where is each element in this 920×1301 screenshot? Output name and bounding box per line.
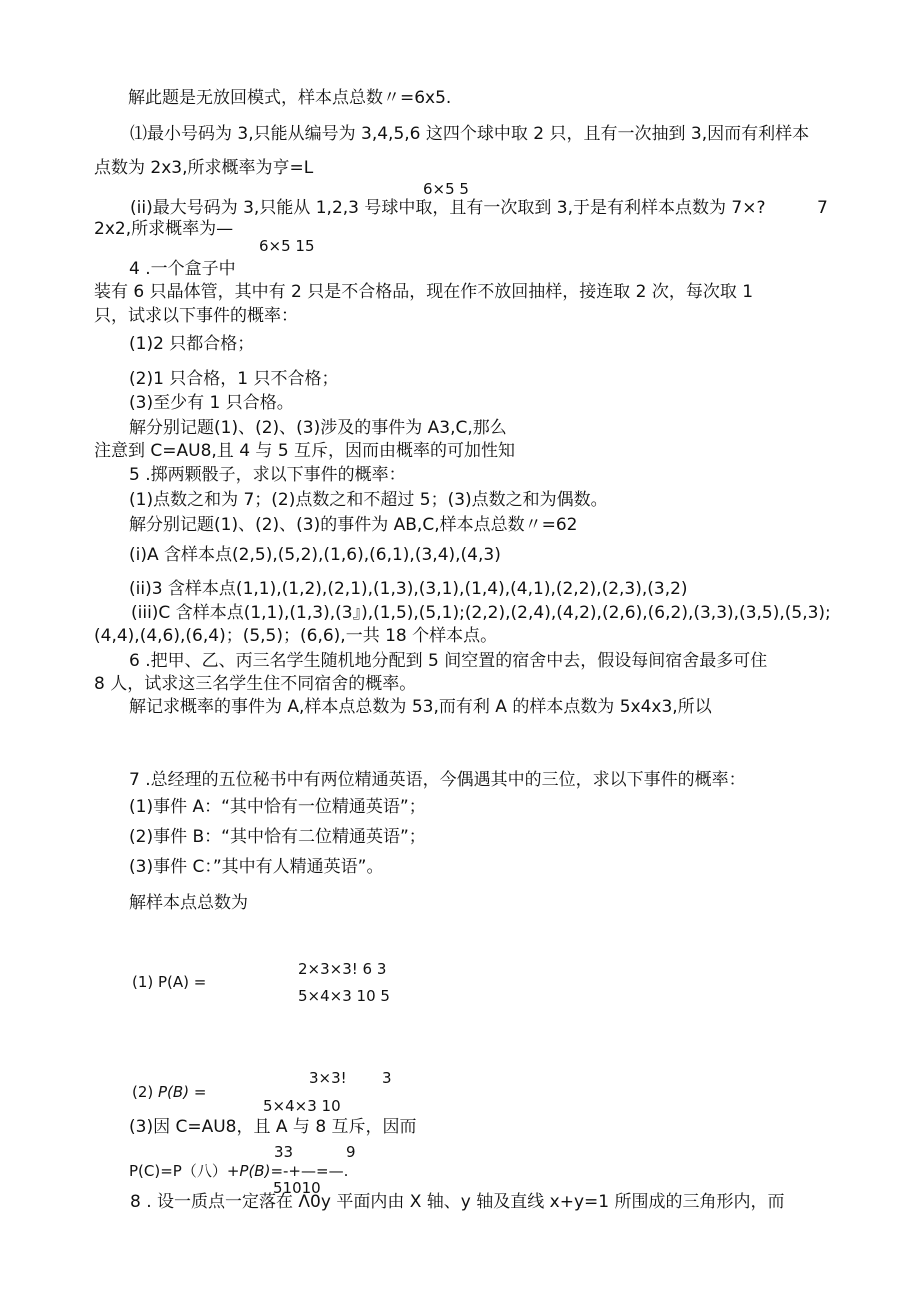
formula-part: =-+—=—. (270, 1162, 349, 1180)
question-heading: 7 .总经理的五位秘书中有两位精通英语，今偶遇其中的三位，求以下事件的概率： (129, 770, 746, 790)
formula-label-probability: P(B) = (158, 1083, 207, 1101)
text-line: 解此题是无放回模式，样本点总数〃=6x5. (128, 88, 452, 108)
text-line: 只，试求以下事件的概率： (94, 306, 298, 326)
text-line: (iii)C 含样本点(1,1),(1,3),(3』),(1,5),(5,1);(2,2),(2,4),(4,2),(2,6),(6,2),(3,3),(3,5),(5,3); (131, 603, 831, 623)
question-heading: 5 .掷两颗骰子，求以下事件的概率： (129, 465, 406, 485)
text-line: 注意到 C=AU8,且 4 与 5 互斥，因而由概率的可加性知 (94, 441, 516, 461)
formula-label-prefix: (2) (132, 1083, 159, 1101)
text-line: (3)因 C=AU8，且 A 与 8 互斥，因而 (129, 1117, 417, 1137)
text-line: 2x2,所求概率为— (94, 219, 234, 239)
text-line: ⑴最小号码为 3,只能从编号为 3,4,5,6 这四个球中取 2 只，且有一次抽到 3,因而有利样本 (130, 124, 810, 144)
formula-label: (1) P(A) = (132, 973, 207, 991)
text-line: (1)点数之和为 7；(2)点数之和不超过 5；(3)点数之和为偶数。 (129, 490, 608, 510)
fraction-numerator: 9 (346, 1143, 356, 1161)
text-line: 解记求概率的事件为 A,样本点总数为 53,而有利 A 的样本点数为 5x4x3,所以 (129, 697, 712, 717)
fraction-denominator: 51010 (273, 1179, 321, 1197)
text-line: 装有 6 只晶体管，其中有 2 只是不合格品，现在作不放回抽样，接连取 2 次，每次取 1 (94, 282, 754, 302)
text-line: (3)事件 C：”其中有人精通英语”。 (129, 857, 384, 877)
text-line: (3)至少有 1 只合格。 (129, 393, 294, 413)
fraction-numerator: 7 (817, 198, 828, 218)
text-line: (2)事件 B：“其中恰有二位精通英语”； (129, 827, 426, 847)
text-line: (4,4),(4,6),(6,4)；(5,5)；(6,6),一共 18 个样本点。 (94, 626, 498, 646)
text-line: 解样本点总数为 (129, 893, 248, 913)
formula-part: P(B) (239, 1162, 271, 1180)
text-line: (ii)最大号码为 3,只能从 1,2,3 号球中取，且有一次取到 3,于是有利样本点数为 7×? (130, 198, 766, 218)
formula-label (132, 1082, 206, 1102)
text-line: (2)1 只合格，1 只不合格； (129, 369, 339, 389)
fraction-denominator: 5×4×3 10 5 (298, 987, 390, 1005)
text-line: 点数为 2x3,所求概率为亨=L (94, 158, 314, 178)
text-line: (ii)3 含样本点(1,1),(1,2),(2,1),(1,3),(3,1),(1,4),(4,1),(2,2),(2,3),(3,2) (129, 579, 688, 599)
fraction-denominator: 5×4×3 10 (263, 1097, 341, 1115)
text-line: 解分别记题(1)、(2)、(3)的事件为 AB,C,样本点总数〃=62 (129, 515, 578, 535)
fraction-denominator: 6×5 15 (259, 237, 315, 255)
text-line: 解分别记题(1)、(2)、(3)涉及的事件为 A3,C,那么 (129, 418, 507, 438)
text-line: (1)事件 A：“其中恰有一位精通英语”； (129, 797, 426, 817)
text-line: 8 人，试求这三名学生住不同宿舍的概率。 (94, 674, 417, 694)
text-line: (1)2 只都合格； (129, 334, 255, 354)
fraction-numerator: 3 (382, 1069, 392, 1087)
fraction-numerator: 3×3! (309, 1069, 347, 1087)
formula-part: P(C)=P（八）+ (129, 1162, 240, 1180)
question-heading: 6 .把甲、乙、丙三名学生随机地分配到 5 间空置的宿舍中去，假设每间宿舍最多可住 (129, 651, 768, 671)
question-heading: 8 . 设一质点一定落在 Λ0y 平面内由 X 轴、y 轴及直线 x+y=1 所围成的三角形内，而 (130, 1192, 785, 1212)
fraction-denominator: 6×5 5 (423, 180, 469, 198)
text-line: (i)A 含样本点(2,5),(5,2),(1,6),(6,1),(3,4),(4,3) (129, 545, 501, 565)
fraction-numerator: 2×3×3! 6 3 (298, 960, 387, 978)
question-heading: 4 .一个盒子中 (129, 259, 236, 279)
fraction-numerator: 33 (274, 1143, 294, 1161)
